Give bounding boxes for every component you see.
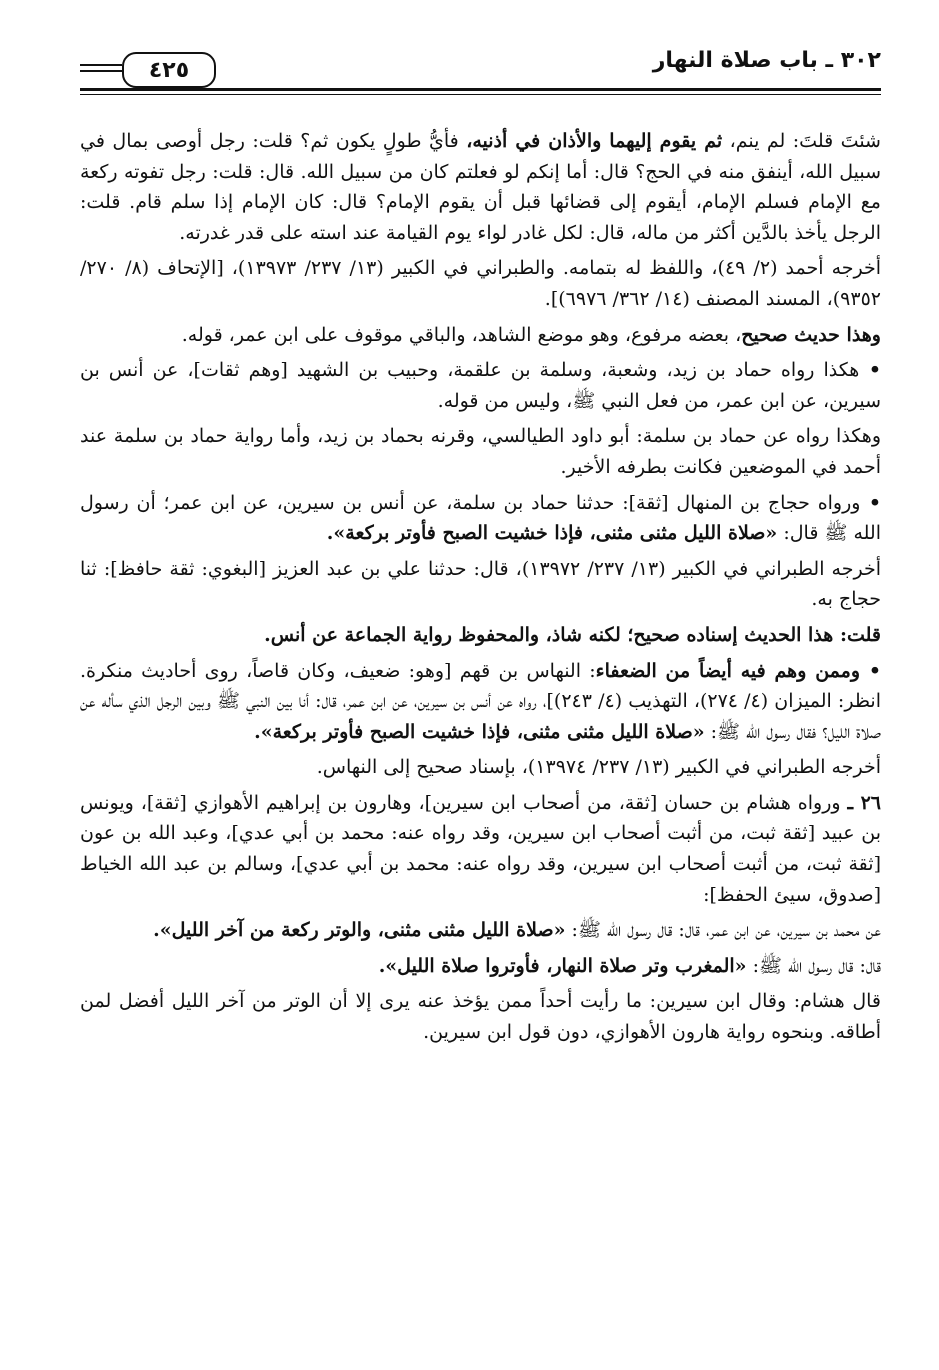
bold-text: «صلاة الليل مثنى مثنى، فإذا خشيت الصبح فأوتر بركعة». [254,720,705,743]
paragraph [80,253,881,314]
header-rule-thick [80,88,881,91]
paragraph [80,554,881,615]
paragraph [80,951,881,982]
bold-text: وهذا حديث صحيح [741,323,881,346]
text-span: أخرجه الطبراني في الكبير (١٣/ ٢٣٧/ ١٣٩٧٢)، قال: حدثنا علي بن عبد العزيز [البغوي: ثقة حافظ]: ثنا حجاج به. [80,557,881,611]
bold-text: ٢٦ ـ [847,791,882,814]
text-span: قال هشام: وقال ابن سيرين: ما رأيت أحداً ممن يؤخذ عنه يرى إلا أن الوتر من آخر الليل أفضل لمن أطاقه. وبنحوه رواية هارون الأهوازي، دون قول ابن سيرين. [80,990,881,1044]
paragraph [80,421,881,482]
text-span: عن محمد بن سيرين، عن ابن عمر، قال: قال رسول الله ﷺ: [565,919,881,942]
text-span: شئتَ قلتَ: لم ينم، [722,130,881,152]
bold-text: ثم يقوم إليهما والأذان في أذنيه، [466,130,723,152]
bold-text: • وممن وهم فيه أيضاً من الضعفاء [595,659,881,682]
text-span: : النهاس بن قهم [وهو: ضعيف، وكان قاصاً، روى أحاديث منكرة. انظر: الميزان (٤/ ٢٧٤)، التهذيب (٤/ ٢٤٣)]، رواه عن أنس بن سيرين، عن ابن عمر، قال: أنا بين النبي ﷺ وبين الرجل الذي سأله عن صلاة الليل؟ فقال رسول الله ﷺ: [80,659,881,743]
bold-text: • [859,359,881,382]
bold-text: «صلاة الليل مثنى مثنى، والوتر ركعة من آخر الليل». [153,919,566,942]
ornament-lines [80,64,122,76]
paragraph [80,126,881,248]
paragraph [80,986,881,1047]
text-span: أخرجه أحمد (٢/ ٤٩)، واللفظ له بتمامه. والطبراني في الكبير (١٣/ ٢٣٧/ ١٣٩٧٣)، [الإتحاف (٨/ ٢٧٠/ ٩٣٥٢)، المسند المصنف (١٤/ ٣٦٢/ ٦٩٧٦)]. [80,257,882,310]
bold-text: «المغرب وتر صلاة النهار، فأوتروا صلاة الليل». [378,954,747,977]
page-header [80,46,881,94]
paragraph [80,656,881,748]
text-span: فأيُّ طولٍ يكون ثم؟ قلت: رجل أوصى بمال في سبيل الله، أينفق منه في الحج؟ قال: أما إنكم لو فعلتم كان من سبيل الله. قال: قلت: رجل تفوته ركعة مع الإمام فسلم الإمام، أيقوم إلى قضائها قبل أن يقوم الإمام؟ قال: كان الإمام إذا سلم قام. قلت: الرجل يأخذ بالدَّين أكثر من ماله، قال: لكل غادر لواء يوم القيامة عند استه على قدر غدرته. [80,130,881,244]
paragraph [80,752,881,783]
paragraph [80,620,881,651]
chapter-title: ٣٠٢ ـ باب صلاة النهار [652,48,881,73]
paragraph [80,488,881,549]
paragraph [80,788,881,910]
page-body [80,126,881,1053]
text-span: هكذا رواه حماد بن زيد، وشعبة، وسلمة بن علقمة، وحبيب بن الشهيد [وهم ثقات]، عن أنس بن سيرين، عن ابن عمر، من فعل النبي ﷺ، وليس من قوله. [80,359,881,412]
paragraph [80,915,881,946]
text-span: أخرجه الطبراني في الكبير (١٣/ ٢٣٧/ ١٣٩٧٤)، بإسناد صحيح إلى النهاس. [316,756,881,779]
text-span: ورواه هشام بن حسان [ثقة، من أصحاب ابن سيرين]، وهارون بن إبراهيم الأهوازي [ثقة]، ويونس بن عبيد [ثقة ثبت، من أثبت أصحاب ابن سيرين، وقد رواه عنه: محمد بن أبي عدي]، وعبد الله بن عون [ثقة ثبت، من أثبت أصحاب ابن سيرين، وقد رواه عنه: محمد بن أبي عدي]، وسالم بن عبد الله الخياط [صدوق، سيئ الحفظ]: [80,791,881,906]
header-rule-thin [80,94,881,95]
bold-text: قلت: هذا الحديث إسناده صحيح؛ لكنه شاذ، والمحفوظ رواية الجماعة عن أنس. [264,623,881,646]
text-span: وهكذا رواه عن حماد بن سلمة: أبو داود الطيالسي، وقرنه بحماد بن زيد، وأما رواية حماد بن سلمة عند أحمد في الموضعين فكانت بطرفه الأخير. [80,425,881,478]
text-span: ورواه حجاج بن المنهال [ثقة]: حدثنا حماد بن سلمة، عن أنس بن سيرين، عن ابن عمر؛ أن رسول الله ﷺ قال: [80,491,881,545]
bold-text: • [860,491,881,514]
text-span: ، بعضه مرفوع، وهو موضع الشاهد، والباقي موقوف على ابن عمر، قوله. [181,323,742,346]
text-span: قال: قال رسول الله ﷺ: [746,954,881,977]
paragraph [80,320,881,351]
paragraph [80,355,881,416]
bold-text: «صلاة الليل مثنى مثنى، فإذا خشيت الصبح فأوتر بركعة». [326,522,778,545]
page-number-badge: ٤٢٥ [122,52,216,88]
